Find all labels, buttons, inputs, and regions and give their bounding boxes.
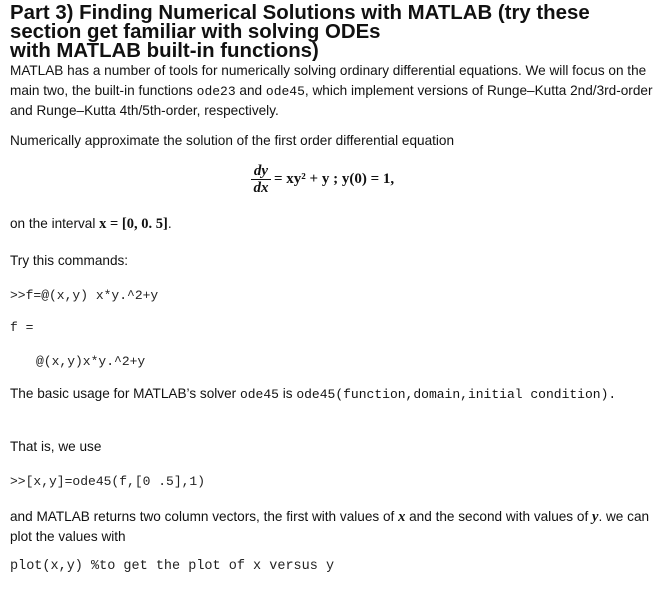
interval-math: x = [0, 0. 5] — [99, 216, 168, 232]
heading-line-2: with MATLAB built-in functions) — [10, 40, 319, 62]
ode45-code: ode45 — [265, 83, 305, 99]
code-ode45-call: >>[x,y]=ode45(f,[0 .5],1) — [10, 474, 206, 489]
intro-text-3: , which implement versions of Runge–Kutta 2nd/3rd-order and Runge–Kutta 4th/5th-order, respectively. — [10, 82, 653, 118]
section-heading — [10, 4, 655, 61]
differential-equation — [251, 163, 394, 196]
code-plot-command: plot(x,y) %to get the plot of x versus y — [10, 559, 335, 574]
returns-paragraph — [10, 507, 655, 546]
returns-y-var: y — [592, 509, 599, 525]
intro-paragraph — [10, 61, 655, 121]
interval-prefix: on the interval — [10, 216, 100, 231]
usage-text-1: The basic usage for MATLAB’s solver — [10, 386, 240, 401]
code-define-function: >>f=@(x,y) x*y.^2+y — [10, 288, 159, 303]
equation-rhs: = xy² + y ; y(0) = 1, — [274, 171, 395, 188]
instruction-text: Numerically approximate the solution of the first order differential equation — [10, 133, 455, 148]
fraction-denominator: dx — [253, 180, 269, 197]
interval-text — [10, 214, 172, 234]
intro-text-1: MATLAB has a number of tools for numerically solving ordinary differential equations. We will focus on the main two, the built-in functions — [10, 63, 647, 98]
returns-x-var: x — [398, 509, 406, 525]
fraction-numerator: dy — [253, 163, 269, 179]
returns-text-1: and MATLAB returns two column vectors, the first with values of — [10, 509, 399, 524]
heading-line-1: Part 3) Finding Numerical Solutions with MATLAB (try these section get familiar with solving ODEs — [10, 2, 590, 43]
interval-suffix: . — [167, 216, 172, 231]
code-f-value: @(x,y)x*y.^2+y — [36, 354, 146, 369]
usage-text-2: is — [278, 386, 297, 401]
returns-text-2: and the second with values of — [405, 509, 592, 524]
returns-text-3: . we can plot the values with — [10, 509, 650, 544]
code-f-equals: f = — [10, 320, 34, 335]
usage-text-3: . — [608, 387, 617, 402]
usage-signature-code: ode45(function,domain,initial condition) — [296, 387, 609, 402]
that-is-text: That is, we use — [10, 439, 102, 454]
intro-text-2: and — [235, 82, 266, 98]
derivative-fraction — [251, 163, 271, 196]
usage-ode45-code: ode45 — [239, 387, 279, 402]
ode23-code: ode23 — [196, 83, 236, 99]
usage-paragraph — [10, 385, 630, 405]
try-commands-text: Try this commands: — [10, 253, 129, 268]
